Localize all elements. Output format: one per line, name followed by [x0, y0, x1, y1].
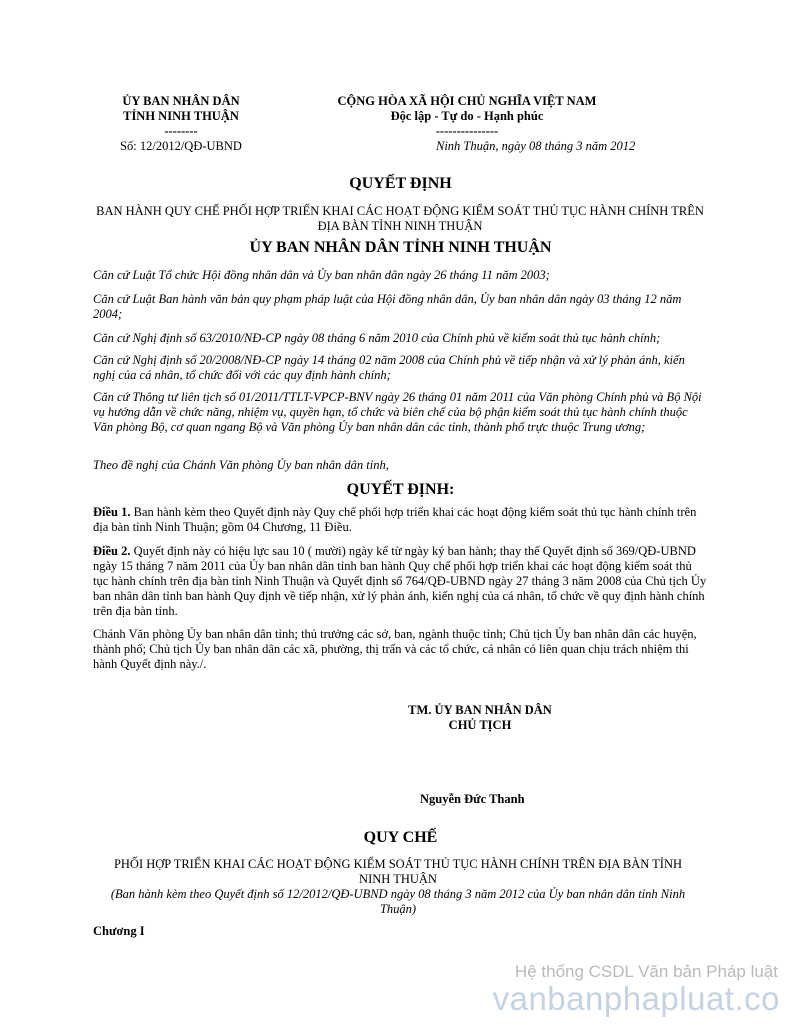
- national-title: CỘNG HÒA XÃ HỘI CHỦ NGHĨA VIỆT NAM: [337, 94, 597, 108]
- decision-title: QUYẾT ĐỊNH: [349, 175, 452, 192]
- basis-1: Căn cứ Luật Tổ chức Hội đồng nhân dân và Ủy ban nhân dân ngày 26 tháng 11 năm 2003;: [93, 268, 550, 282]
- national-separator: ---------------: [435, 124, 499, 138]
- decides-title: QUYẾT ĐỊNH:: [346, 481, 455, 498]
- signature-line-1: TM. ỦY BAN NHÂN DÂN: [408, 703, 552, 717]
- issuer-separator: --------: [164, 124, 198, 138]
- issuer-header: [93, 94, 269, 139]
- issuer-line-1: ỦY BAN NHÂN DÂN: [122, 94, 240, 108]
- place-date: Ninh Thuận, ngày 08 tháng 3 năm 2012: [436, 139, 636, 153]
- authority-title-block: [93, 240, 708, 255]
- basis-5: Căn cứ Thông tư liên tịch số 01/2011/TTLT-VPCP-BNV ngày 26 tháng 01 năm 2011 của Văn phòng Chính phủ và Bộ Nội vụ hướng dẫn về chức năng, nhiệm vụ, quyền hạn, tổ chức và biên chế của bộ phận kiểm soát thủ tục hành chính thuộc Văn phòng Bộ, cơ quan ngang Bộ và Văn phòng Ủy ban nhân dân các tỉnh, thành phố trực thuộc Trung ương;: [93, 390, 702, 434]
- national-header: [312, 94, 622, 139]
- basis-3: Căn cứ Nghị định số 63/2010/NĐ-CP ngày 08 tháng 6 năm 2010 của Chính phủ về kiểm soát thủ tục hành chính;: [93, 331, 661, 345]
- chapter-heading: Chương I: [93, 924, 145, 938]
- regulation-subtitle: PHỐI HỢP TRIỂN KHAI CÁC HOẠT ĐỘNG KIỂM SOÁT THỦ TỤC HÀNH CHÍNH TRÊN ĐỊA BÀN TỈNH NINH THUẬN: [113, 857, 683, 886]
- article-2-text: Quyết định này có hiệu lực sau 10 ( mười) ngày kể từ ngày ký ban hành; thay thế Quyết định số 369/QĐ-UBND ngày 15 tháng 7 năm 2011 của Ủy ban nhân dân tỉnh ban hành Quy chế phối hợp triển khai các hoạt động kiểm soát thủ tục hành chính trên địa bàn tỉnh Ninh Thuận và Quyết định số 764/QĐ-UBND ngày 27 tháng 3 năm 2008 của Chủ tịch Ủy ban nhân dân tỉnh ban hành Quy định về tiếp nhận, xử lý phản ánh, kiến nghị của cá nhân, tổ chức về quy định hành chính trên địa bàn tỉnh.: [93, 544, 707, 618]
- document-number: Số: 12/2012/QĐ-UBND: [120, 139, 242, 153]
- basis-2: Căn cứ Luật Ban hành văn bản quy phạm pháp luật của Hội đồng nhân dân, Ủy ban nhân dân ngày 03 tháng 12 năm 2004;: [93, 292, 682, 321]
- national-motto: Độc lập - Tự do - Hạnh phúc: [390, 109, 544, 123]
- signer-name: Nguyễn Đức Thanh: [420, 792, 525, 806]
- regulation-note: (Ban hành kèm theo Quyết định số 12/2012/QĐ-UBND ngày 08 tháng 3 năm 2012 của Ủy ban nhân dân tỉnh Ninh Thuận): [110, 887, 686, 916]
- regulation-title: QUY CHẾ: [363, 829, 438, 846]
- article-1: [93, 505, 708, 535]
- article-2-label: Điều 2.: [93, 544, 131, 558]
- decision-title-block: [93, 176, 708, 191]
- closing-paragraph: Chánh Văn phòng Ủy ban nhân dân tỉnh; thủ trưởng các sở, ban, ngành thuộc tỉnh; Chủ tịch Ủy ban nhân dân các huyện, thành phố; Chủ tịch Ủy ban nhân dân các xã, phường, thị trấn và các tổ chức, cá nhân có liên quan chịu trách nhiệm thi hành Quyết định này./.: [93, 627, 697, 671]
- issuer-line-2: TỈNH NINH THUẬN: [123, 109, 239, 123]
- article-1-text: Ban hành kèm theo Quyết định này Quy chế phối hợp triển khai các hoạt động kiểm soát thủ tục hành chính trên địa bàn tỉnh Ninh Thuận; gồm 04 Chương, 11 Điều.: [93, 505, 697, 534]
- signature-block: [390, 703, 570, 733]
- article-1-label: Điều 1.: [93, 505, 131, 519]
- basis-4: Căn cứ Nghị định số 20/2008/NĐ-CP ngày 14 tháng 02 năm 2008 của Chính phủ về tiếp nhận và xử lý phản ánh, kiến nghị của cá nhân, tổ chức đối với các quy định hành chính;: [93, 353, 685, 382]
- signature-line-2: CHỦ TỊCH: [448, 718, 512, 732]
- watermark-text: Hệ thống CSDL Văn bản Pháp luật: [514, 962, 778, 981]
- authority-title: ỦY BAN NHÂN DÂN TỈNH NINH THUẬN: [249, 239, 552, 256]
- article-2: [93, 544, 708, 619]
- decides-title-block: [93, 482, 708, 497]
- decision-subtitle: BAN HÀNH QUY CHẾ PHỐI HỢP TRIỂN KHAI CÁC HOẠT ĐỘNG KIỂM SOÁT THỦ TỤC HÀNH CHÍNH TRÊN ĐỊA BÀN TỈNH NINH THUẬN: [96, 204, 704, 233]
- regulation-title-block: [93, 830, 708, 845]
- basis-6: Theo đề nghị của Chánh Văn phòng Ủy ban nhân dân tỉnh,: [93, 458, 389, 472]
- watermark-site: vanbanphapluat.co: [492, 980, 780, 1017]
